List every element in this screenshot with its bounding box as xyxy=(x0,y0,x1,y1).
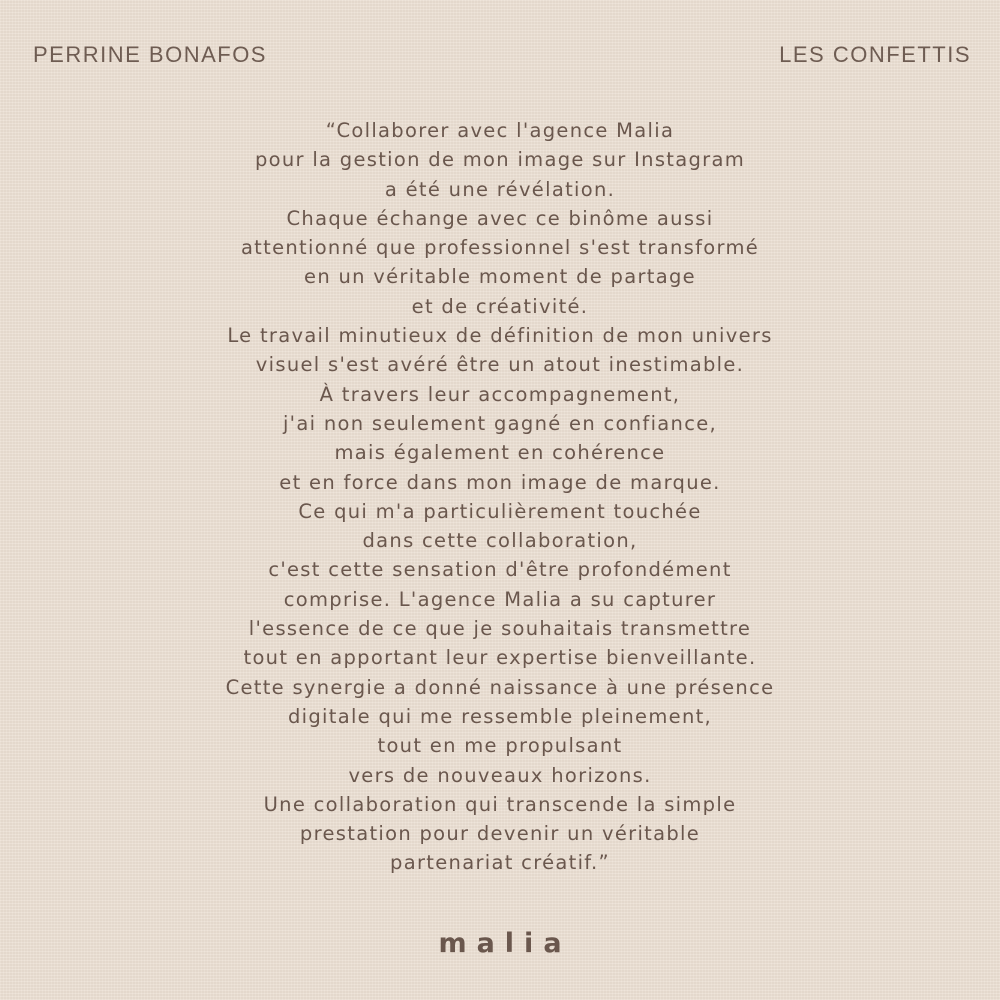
quote-line: À travers leur accompagnement, xyxy=(319,382,681,406)
quote-line: “Collaborer avec l'agence Malia xyxy=(325,119,675,142)
quote-line: Cette synergie a donné naissance à une présence xyxy=(225,675,775,699)
company-name: LES CONFETTIS xyxy=(779,42,971,67)
quote-line: Une collaboration qui transcende la simple xyxy=(263,792,737,816)
quote-line: partenariat créatif.” xyxy=(390,851,610,875)
quote-line: pour la gestion de mon image sur Instagram xyxy=(254,148,746,172)
quote-line: Le travail minutieux de définition de mon univers xyxy=(227,324,773,348)
quote-line: et de créativité. xyxy=(411,294,589,318)
quote-line: attentionné que professionnel s'est transformé xyxy=(240,236,760,260)
quote-line: en un véritable moment de partage xyxy=(304,265,696,289)
quote-line: l'essence de ce que je souhaitais transmettre xyxy=(248,617,752,641)
quote-line: et en force dans mon image de marque. xyxy=(279,470,721,494)
quote-line: prestation pour devenir un véritable xyxy=(299,822,701,846)
quote-line: tout en apportant leur expertise bienveillante. xyxy=(243,646,757,670)
quote-line: mais également en cohérence xyxy=(334,441,666,465)
quote-line: c'est cette sensation d'être profondément xyxy=(268,558,732,582)
testimonial-quote xyxy=(60,116,940,878)
quote-line: digitale qui me ressemble pleinement, xyxy=(287,704,713,728)
author-name: PERRINE BONAFOS xyxy=(33,42,267,67)
quote-line: dans cette collaboration, xyxy=(362,529,638,553)
brand-logo: malia xyxy=(438,928,572,959)
quote-line: Chaque échange avec ce binôme aussi xyxy=(286,206,714,230)
quote-line: visuel s'est avéré être un atout inestimable. xyxy=(255,353,745,377)
quote-line: vers de nouveaux horizons. xyxy=(348,763,652,787)
quote-line: comprise. L'agence Malia a su capturer xyxy=(283,587,717,611)
quote-line: a été une révélation. xyxy=(384,177,616,201)
quote-line: Ce qui m'a particulièrement touchée xyxy=(298,499,702,523)
quote-line: j'ai non seulement gagné en confiance, xyxy=(282,411,718,435)
quote-line: tout en me propulsant xyxy=(377,734,623,758)
